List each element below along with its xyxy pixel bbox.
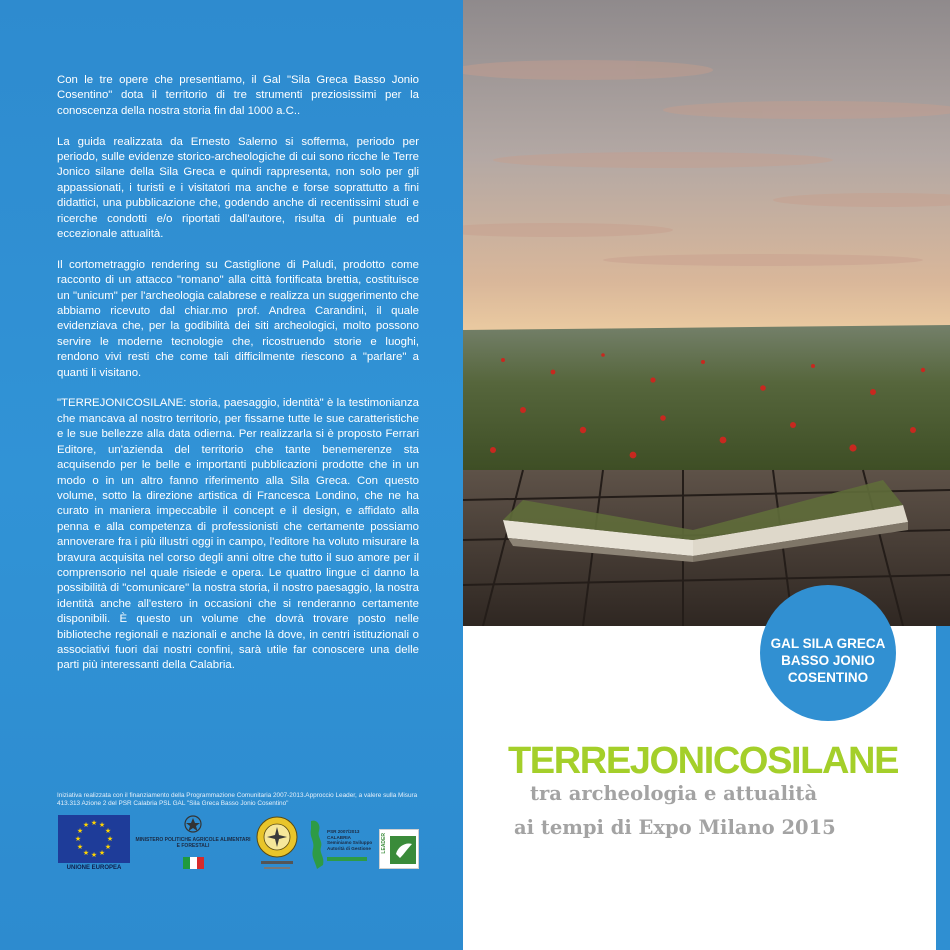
leader-caption: LEADER bbox=[381, 833, 387, 854]
psr-calabria-logo bbox=[307, 815, 373, 875]
paragraph-short-film: Il cortometraggio rendering su Castiglione di Paludi, prodotto come racconto di un attacco "romano" alla città fortificata brettia, costituisce un "unicum" per l'archeologia calabrese e realizza un suggerimento che abbiamo ricevuto dal chiar.mo prof. Andrea Carandini, il quale evidenziava che, per la godibilità dei siti archeologici, molto possono servire le moderne tecnologie che, ricostruendo storie e luoghi, rendono vivi resti che come tali difficilmente riescono a "parlare" a quanti li visitano. bbox=[57, 258, 419, 379]
subtitle-line-2: ai tempi di Expo Milano 2015 bbox=[514, 816, 836, 839]
svg-text:★: ★ bbox=[76, 843, 84, 851]
svg-text:★: ★ bbox=[98, 821, 106, 829]
svg-text:★: ★ bbox=[90, 819, 98, 827]
body-text bbox=[57, 73, 419, 689]
ministry-caption: MINISTERO POLITICHE AGRICOLE ALIMENTARI E FORESTALI bbox=[135, 837, 251, 849]
badge-line-2: BASSO JONIO bbox=[781, 653, 875, 668]
leader-logo bbox=[379, 829, 419, 869]
funding-note: Iniziativa realizzata con il finanziamento della Programmazione Comunitaria 2007-2013.Approccio Leader, a valere sulla Misura 413.313 Azione 2 del PSR Calabria PSL GAL "Sila Greca Basso Jonio Cosentino" bbox=[57, 792, 418, 807]
regione-calabria-logo bbox=[255, 815, 299, 875]
paragraph-guide: La guida realizzata da Ernesto Salerno si sofferma, periodo per periodo, sulle evidenze storico-archeologiche di cui sono ricche le Terre Jonico silane della Sila Greca e quindi rappresenta, non solo per gli appassionati, i turisti e i visitatori ma anche e forse soprattutto a fini didattici, una pubblicazione che, godendo anche di recentissimi studi e ricerche condotti e/o riportati dall'autore, risulta di puntuale ed eccezionale attualità. bbox=[57, 135, 419, 241]
svg-text:★: ★ bbox=[98, 849, 106, 857]
paragraph-intro: Con le tre opere che presentiamo, il Gal "Sila Greca Basso Jonio Cosentino" dota il territorio di tre strumenti preziosissimi per la conoscenza della nostra storia fin dal 1000 a.C.. bbox=[57, 74, 419, 117]
psr-caption: PSR 2007/2013 CALABRIA Seminiamo Sviluppo Autorità di Gestione bbox=[327, 829, 373, 851]
left-panel bbox=[0, 0, 463, 950]
eu-flag-icon bbox=[58, 815, 130, 863]
title: TERREJONICOSILANE bbox=[508, 740, 899, 782]
svg-text:★: ★ bbox=[104, 843, 112, 851]
svg-text:★: ★ bbox=[90, 851, 98, 859]
svg-text:★: ★ bbox=[74, 835, 82, 843]
eu-logo bbox=[57, 815, 131, 875]
ministry-logo bbox=[135, 813, 251, 875]
svg-text:★: ★ bbox=[82, 821, 90, 829]
svg-text:★: ★ bbox=[82, 849, 90, 857]
svg-text:★: ★ bbox=[76, 827, 84, 835]
badge-line-1: GAL SILA GRECA bbox=[770, 636, 886, 651]
eu-caption: UNIONE EUROPEA bbox=[66, 865, 122, 871]
paragraph-book: "TERREJONICOSILANE: storia, paesaggio, identità" è la testimonianza che mancava al nostro territorio, per fissarne tutte le sue caratteristiche e le sue bellezze alla data odierna. Per realizzarla si è proposto Ferrari Editore, un'azienda del territorio che tante benemerenze sta acquisendo per le belle e importanti pubblicazioni prodotte che in un modo o in un altro fanno riferimento alla Sila Greca. Con questo volume, sotto la direzione artistica di Francesca Londino, che ne ha curato in maniera impeccabile il concept e il design, e affidato alla penna e alla competenza di professionisti che certamente possiamo annoverare fra i più illustri oggi in campo, l'editore ha voluto misurare la bravura acquisita nel corso degli anni oltre che tutto il suo amore per il comprensorio nel quale risiede e opera. Le quattro lingue ci danno la possibilità di "comunicare" la nostra storia, il nostro paesaggio, la nostra identità anche all'estero in occasioni che si renderanno certamente disponibili. È questo un volume che dovrà trovare posto nelle biblioteche regionali e nazionali e anche là dove, in centri istituzionali o associativi fuori dai nostri confini, sarà utile far conoscere una delle parti più interessanti della Calabria. bbox=[57, 397, 420, 672]
sponsor-logos bbox=[57, 813, 427, 875]
calabria-map-icon bbox=[311, 821, 324, 869]
cover-photo bbox=[463, 0, 950, 626]
italian-emblem-icon bbox=[185, 816, 201, 832]
italian-flag-icon bbox=[183, 857, 204, 869]
right-edge-strip bbox=[936, 626, 950, 950]
subtitle-line-1: tra archeologia e attualità bbox=[530, 782, 818, 805]
svg-text:★: ★ bbox=[106, 835, 114, 843]
gal-badge bbox=[760, 585, 896, 721]
svg-text:★: ★ bbox=[104, 827, 112, 835]
badge-line-3: COSENTINO bbox=[787, 670, 869, 685]
